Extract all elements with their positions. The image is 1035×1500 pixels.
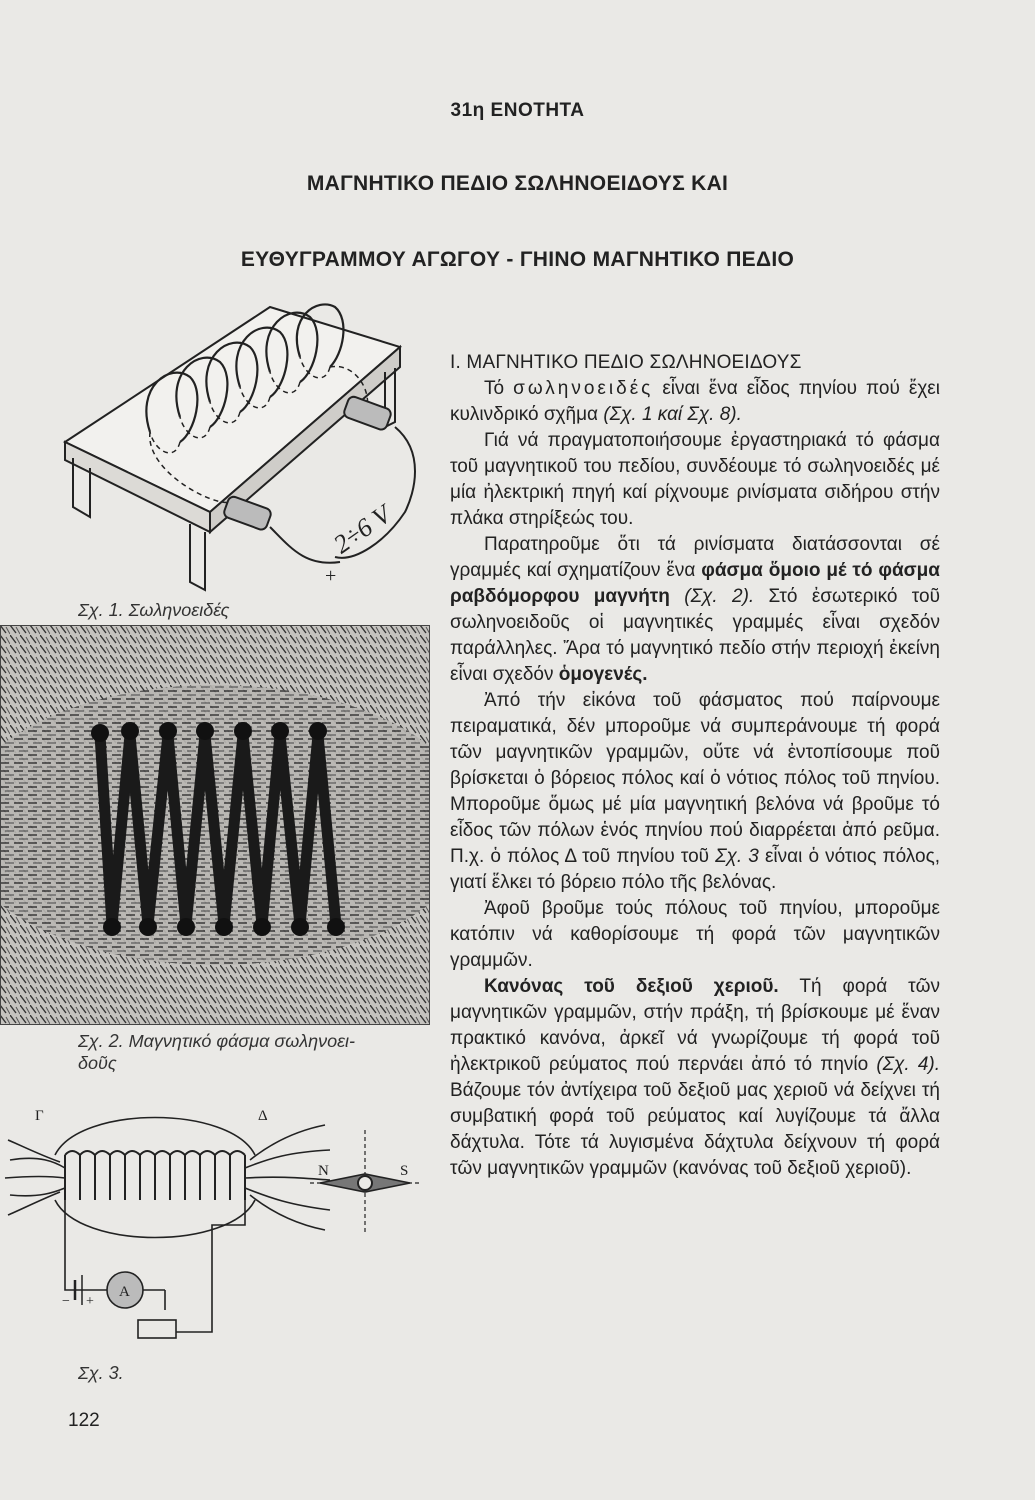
paragraph-1 bbox=[450, 376, 940, 428]
paragraph-3 bbox=[450, 532, 940, 688]
figure-2-caption-line-2: δοῦς bbox=[78, 1053, 117, 1073]
figure-1-voltage-label: 2÷6 V bbox=[328, 499, 397, 560]
p1-term: σωληνοειδές bbox=[513, 378, 654, 399]
label-gamma: Γ bbox=[35, 1108, 44, 1124]
chapter-heading-line-1: ΜΑΓΝΗΤΙΚΟ ΠΕΔΙΟ ΣΩΛΗΝΟΕΙΔΟΥΣ ΚΑΙ bbox=[306, 172, 729, 195]
figure-3-caption: Σχ. 3. bbox=[78, 1363, 124, 1383]
p1-ref: (Σχ. 1 καί Σχ. 8). bbox=[603, 404, 742, 425]
p3-bold: φάσμα ὅμοιο μέ τό φάσμα ραβδόμορφου μαγνήτη bbox=[450, 560, 940, 607]
battery-plus: + bbox=[86, 1294, 94, 1309]
p3-start: Παρατηροῦμε ὅτι τά ρινίσματα διατάσσονται σέ γραμμές καί σχηματίζουν ἕνα bbox=[450, 534, 940, 581]
p4-end: εἶναι ὁ νότιος πόλος, γιατί ἕλκει τό βόρειο πόλο τῆς βελόνας. bbox=[450, 846, 941, 893]
label-north: N bbox=[318, 1163, 329, 1179]
figure-3-circuit-diagram bbox=[0, 1100, 440, 1360]
p6-end: Βάζουμε τόν ἀντίχειρα τοῦ δεξιοῦ μας χεριοῦ νά δείχνει τή συμβατική φορά τοῦ ρεύματος καί λυγίζουμε τά ἄλλα δάχτυλα. Τότε τά λυγισμένα δάχτυλα δείχνουν τή φορά τῶν μαγνητικῶν γραμμῶν (κανόνας τοῦ δεξιοῦ χεριοῦ). bbox=[450, 1080, 940, 1179]
body-text-column bbox=[450, 350, 940, 1182]
unit-title: 31η ΕΝΟΤΗΤΑ bbox=[450, 100, 585, 121]
paragraph-6 bbox=[450, 974, 940, 1182]
p1-body: εἶναι ἕνα εἶδος πηνίου πού ἔχει κυλινδρικό σχῆμα bbox=[450, 378, 940, 425]
battery-minus: − bbox=[62, 1294, 70, 1309]
ammeter-label: A bbox=[119, 1284, 130, 1300]
p6-ref: (Σχ. 4). bbox=[876, 1054, 940, 1075]
p1-start: Τό bbox=[484, 378, 514, 399]
figure-1-solenoid-drawing bbox=[55, 292, 445, 602]
p3-body: Στό ἐσωτερικό τοῦ σωληνοειδοῦς οἱ μαγνητικές γραμμές εἶναι σχεδόν παράλληλες. Ἄρα τό μαγνητικό πεδίο στήν περιοχή ἐκείνη εἶναι σχεδόν bbox=[450, 586, 940, 685]
p3-bold-end: ὁμογενές. bbox=[558, 664, 648, 685]
p4-start: Ἀπό τήν εἰκόνα τοῦ φάσματος πού παίρνουμε πειραματικά, δέν μποροῦμε νά συμπεράνουμε τή φορά τῶν μαγνητικῶν γραμμῶν, οὔτε νά ἐντοπίσουμε ποῦ βρίσκεται ὁ βόρειος πόλος καί ὁ νότιος πόλος τοῦ πηνίου. Μποροῦμε ὅμως μέ μία μαγνητική βελόνα νά βροῦμε τό εἶδος τῶν πόλων ἑνός πηνίου πού διαρρέεται ἀπό ρεῦμα. Π.χ. ὁ πόλος Δ τοῦ πηνίου τοῦ bbox=[450, 690, 940, 867]
label-south: S bbox=[400, 1163, 409, 1179]
p6-body: Τή φορά τῶν μαγνητικῶν γραμμῶν, στήν πράξη, τή βρίσκουμε μέ ἕναν πρακτικό κανόνα, ἀρκεῖ νά γνωρίζουμε τή φορά τοῦ ἠλεκτρικοῦ ρεύματος πού περνάει ἀπό τό πηνίο bbox=[450, 976, 940, 1075]
label-delta: Δ bbox=[258, 1108, 268, 1124]
chapter-heading-line-2: ΕΥΘΥΓΡΑΜΜΟΥ ΑΓΩΓΟΥ - ΓΗΙΝΟ ΜΑΓΝΗΤΙΚΟ ΠΕΔΙΟ bbox=[240, 248, 795, 271]
p3-ref: (Σχ. 2). bbox=[669, 586, 755, 607]
figure-1-caption: Σχ. 1. Σωληνοειδές bbox=[78, 600, 230, 620]
figure-2-caption bbox=[78, 1030, 355, 1074]
figure-1-plus-sign: + bbox=[325, 565, 337, 587]
figure-2-field-photo bbox=[0, 625, 430, 1025]
paragraph-2: Γιά νά πραγματοποιήσουμε ἐργαστηριακά τό φάσμα τοῦ μαγνητικοῦ του πεδίου, συνδέουμε τό σωληνοειδές μέ μία ἠλεκτρική πηγή καί ρίχνουμε ρινίσματα σιδήρου στήν πλάκα στηρίξεώς του. bbox=[450, 430, 940, 529]
page-number: 122 bbox=[68, 1410, 100, 1431]
right-hand-rule-title: Κανόνας τοῦ δεξιοῦ χεριοῦ. bbox=[484, 976, 779, 997]
paragraph-5: Ἀφοῦ βροῦμε τούς πόλους τοῦ πηνίου, μποροῦμε κατόπιν νά καθορίσουμε τή φορά τῶν μαγνητικῶν γραμμῶν. bbox=[450, 898, 940, 971]
section-title: Ι. ΜΑΓΝΗΤΙΚΟ ΠΕΔΙΟ ΣΩΛΗΝΟΕΙΔΟΥΣ bbox=[450, 352, 802, 373]
figure-2-caption-line-1: Σχ. 2. Μαγνητικό φάσμα σωληνοει- bbox=[78, 1031, 356, 1051]
p4-ref: Σχ. 3 bbox=[715, 846, 759, 867]
paragraph-4 bbox=[450, 688, 940, 896]
